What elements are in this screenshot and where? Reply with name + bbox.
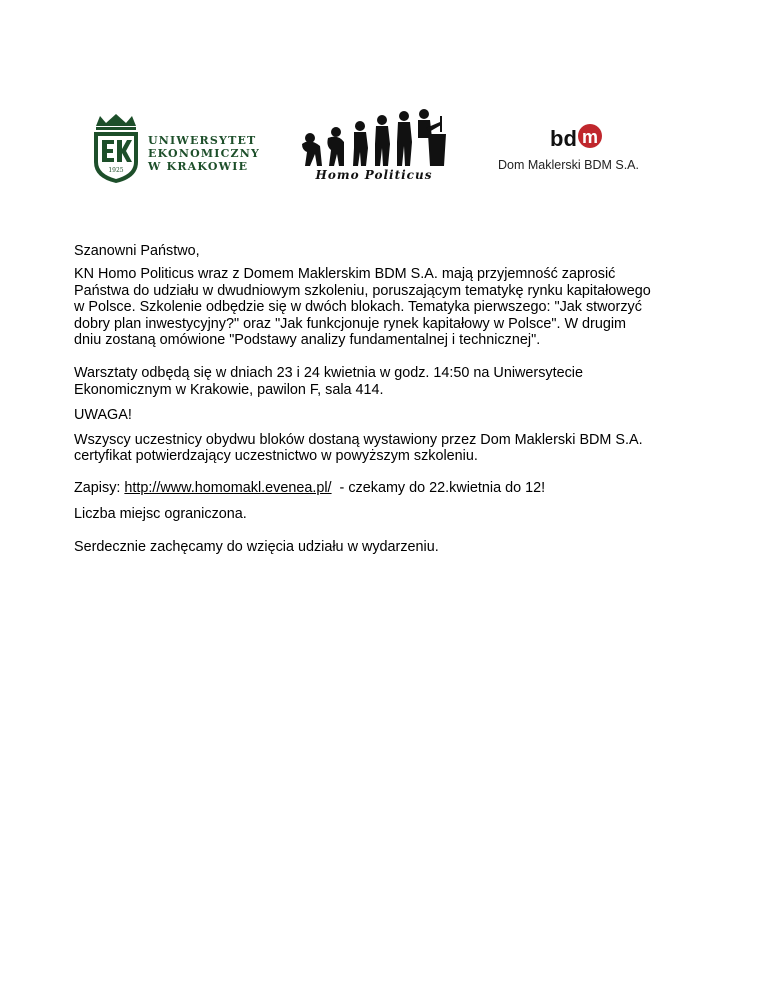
paragraph-line: dobry plan inwestycyjny?" oraz "Jak funkcjonuje rynek kapitałowy w Polsce". W drugim — [74, 315, 627, 332]
paragraph-line: Ekonomicznym w Krakowie, pawilon F, sala 414. — [74, 381, 384, 398]
homo-politicus-logo — [298, 108, 450, 190]
paragraph-invitation — [74, 266, 714, 348]
bdm-name: Dom Maklerski BDM S.A. — [498, 158, 639, 172]
logo-header — [0, 0, 768, 200]
paragraph-line: Państwa do udziału w dwudniowym szkoleniu, poruszającym tematykę rynku kapitałowego — [74, 282, 651, 299]
svg-text:bd: bd — [550, 126, 577, 151]
registration-deadline: - czekamy do 22.kwietnia do 12! — [331, 480, 546, 497]
uek-name-line-1: UNIWERSYTET — [148, 134, 257, 147]
closing-line: Serdecznie zachęcamy do wzięcia udziału w wydarzeniu. — [74, 539, 439, 556]
uek-logo — [88, 112, 268, 184]
paragraph-line: certyfikat potwierdzający uczestnictwo w powyższym szkoleniu. — [74, 448, 478, 465]
paragraph-workshop-details — [74, 365, 714, 398]
paragraph-certificate — [74, 432, 714, 465]
uwaga-heading: UWAGA! — [74, 407, 132, 424]
paragraph-line: w Polsce. Szkolenie odbędzie się w dwóch blokach. Tematyka pierwszego: "Jak stworzyć — [74, 299, 642, 316]
bdm-logo — [498, 122, 658, 178]
evolution-silhouettes-icon — [298, 108, 450, 168]
uek-name-line-2: EKONOMICZNY — [148, 147, 261, 160]
bdm-mark-icon — [550, 122, 610, 154]
salutation: Szanowni Państwo, — [74, 243, 200, 259]
homo-politicus-caption: Homo Politicus — [315, 168, 433, 182]
paragraph-line: Warsztaty odbędą się w dniach 23 i 24 kwietnia w godz. 14:50 na Uniwersytecie — [74, 365, 584, 382]
paragraph-line: KN Homo Politicus wraz z Domem Maklerskim BDM S.A. mają przyjemność zaprosić — [74, 266, 616, 283]
uek-year: 1925 — [108, 167, 124, 174]
uek-name-line-3: W KRAKOWIE — [148, 160, 249, 173]
paragraph-line: Wszyscy uczestnicy obydwu bloków dostaną wystawiony przez Dom Maklerski BDM S.A. — [74, 431, 643, 448]
registration-label: Zapisy: — [74, 480, 125, 497]
uek-name — [148, 134, 260, 173]
svg-text:m: m — [582, 127, 599, 147]
paragraph-line: dniu zostaną omówione "Podstawy analizy fundamentalnej i technicznej". — [74, 332, 541, 349]
registration-line — [74, 480, 714, 496]
limited-seats-note: Liczba miejsc ograniczona. — [74, 505, 247, 522]
letter-body — [74, 243, 714, 556]
registration-link[interactable]: http://www.homomakl.evenea.pl/ — [124, 480, 332, 497]
